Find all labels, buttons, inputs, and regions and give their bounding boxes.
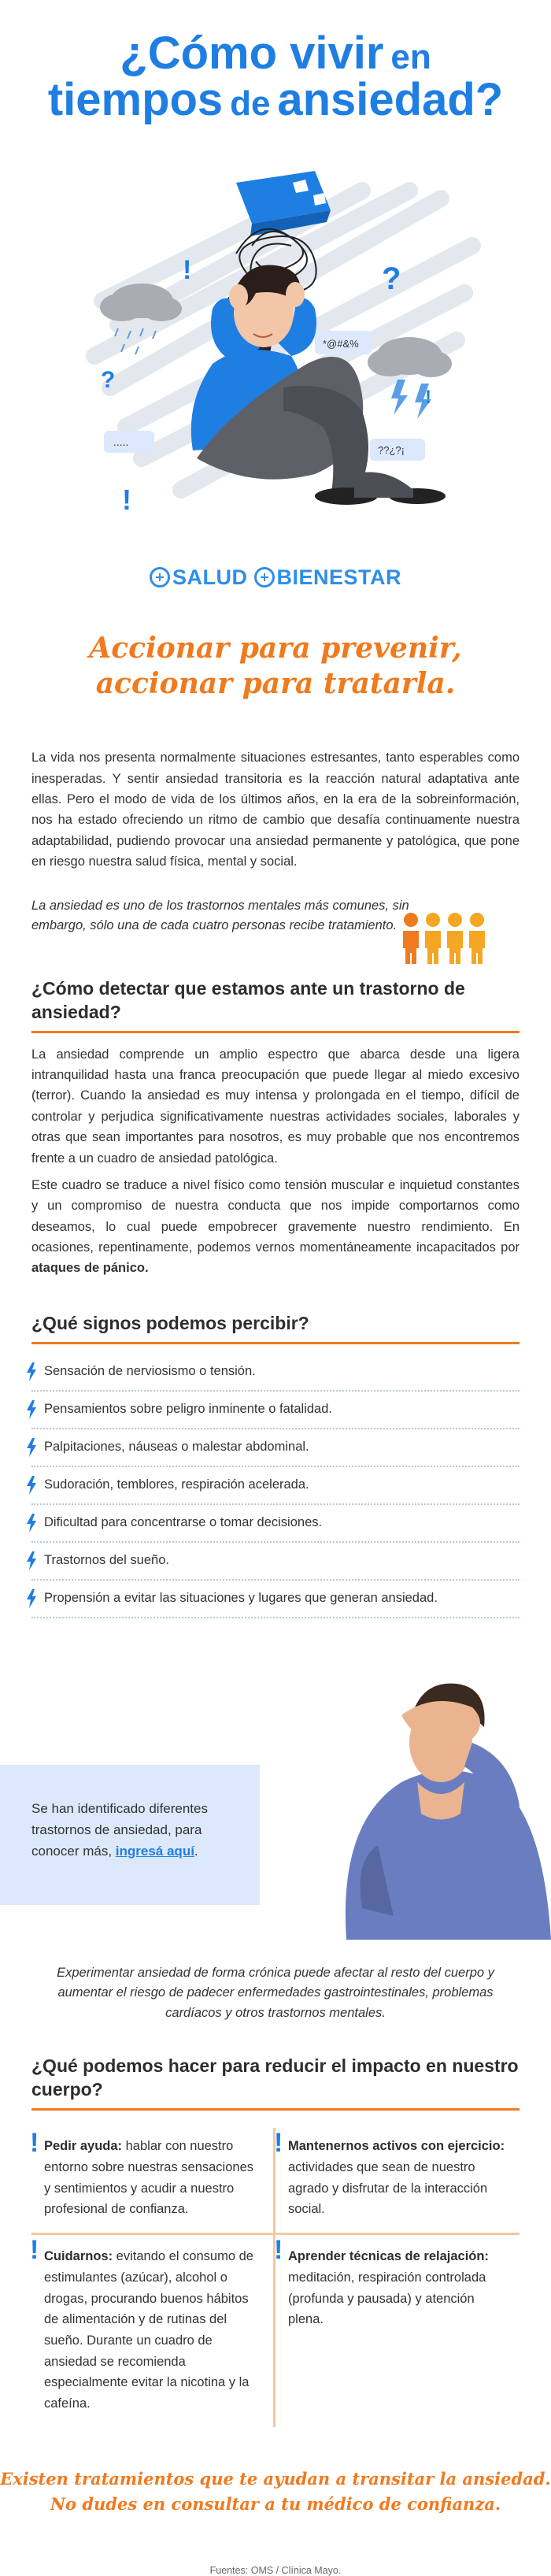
tip-text: actividades que sean de nuestro agrado y disfrutar de la interacción social. <box>288 2159 488 2217</box>
sign-text: Pensamientos sobre peligro inminente o fatalidad. <box>44 1402 332 1417</box>
speech-bubble-symbols <box>315 331 372 354</box>
info-box <box>0 1640 551 1940</box>
detect-paragraph: La ansiedad comprende un amplio espectro que abarca desde una ligera intranquilidad hasta una franca preocupación que puede llegar al miedo excesivo (terror). Cuando la ansiedad es muy intensa y prolongada en el tiempo, difícil de controlar y perjudica significativamente nuestras actividades sociales, laborales y otras que sean importantes para nosotros, es muy probable que nos encontremos frente a un cuadro de ansiedad patológica. <box>31 1047 520 1166</box>
tip-card <box>276 2235 520 2427</box>
stat-text: La ansiedad es uno de los trastornos mentales más comunes, sin embargo, sólo una de cada cuatro personas recibe tratamiento. <box>31 898 409 933</box>
tip-title: Aprender técnicas de relajación: <box>288 2249 489 2264</box>
tip-text: meditación, respiración controlada (profunda y pausada) y atención plena. <box>288 2270 486 2327</box>
brand-salud: SALUD <box>172 565 248 590</box>
sign-text: Palpitaciones, náuseas o malestar abdominal. <box>44 1440 309 1455</box>
hero-illustration <box>0 128 551 537</box>
detect-body <box>0 1044 551 1279</box>
section-title-signs: ¿Qué signos podemos percibir? <box>31 1312 520 1344</box>
lightning-icon <box>25 1476 38 1495</box>
tip-title: Cuidarnos: <box>44 2249 113 2264</box>
bubble-text: ..... <box>113 436 129 449</box>
sign-text: Sudoración, temblores, respiración acelerada. <box>44 1477 309 1492</box>
learn-more-link[interactable]: ingresá aquí <box>115 1844 194 1859</box>
closing-message <box>0 2467 551 2518</box>
exclamation-icon: ! <box>30 2128 39 2159</box>
sign-text: Trastornos del sueño. <box>44 1553 169 1568</box>
person-icon <box>425 913 441 964</box>
tip-text: evitando el consumo de estimulantes (azúcar), alcohol o drogas, procurando buenos hábitos de alimentación y de rutinas del sueño. Durante un cuadro de ansiedad se recomienda especialmente evitar la nicotina y la cafeína. <box>44 2249 253 2411</box>
sign-item <box>31 1429 520 1467</box>
question-icon: ? <box>382 261 401 297</box>
signs-list <box>31 1354 520 1618</box>
exclamation-icon: ! <box>122 484 131 517</box>
intro-paragraph: La vida nos presenta normalmente situaciones estresantes, tanto esperables como inesperadas. Y sentir ansiedad transitoria es la reacción natural adaptativa ante ellas. Pero el modo de vida de los últimos años, en la era de la sobreinformación, nos ha estado ofreciendo un ritmo de cambio que desafía continuamente nuestra adaptabilidad, pudiendo provocar una ansiedad permanente y patológica, que pone en riesgo nuestra salud física, mental y social. <box>31 751 520 869</box>
title-word: tiempos <box>47 74 224 126</box>
lightning-icon <box>25 1589 38 1608</box>
woman-figure <box>191 265 446 506</box>
closing-line: No dudes en consultar a tu médico de confianza. <box>50 2494 501 2515</box>
exclamation-icon: ! <box>425 387 431 409</box>
sign-text: Sensación de nerviosismo o tensión. <box>44 1364 256 1379</box>
exclamation-icon: ! <box>274 2235 283 2266</box>
quote-text: Experimentar ansiedad de forma crónica puede afectar al resto del cuerpo y aumentar el riesgo de padecer enfermedades gastrointestinales, problemas cardíacos y otros trastornos mentales. <box>57 1965 494 2020</box>
person-icon <box>447 913 463 964</box>
sign-item <box>31 1354 520 1392</box>
page-title <box>0 0 551 126</box>
stat-callout <box>0 896 551 936</box>
plus-circle-icon <box>150 567 170 587</box>
speech-bubble-dots <box>104 431 154 453</box>
sources-text: Fuentes: OMS / Clínica Mayo. <box>209 2564 342 2576</box>
anxious-woman-illustration <box>0 128 551 537</box>
exclamation-icon: ! <box>30 2235 39 2266</box>
tip-title: Mantenernos activos con ejercicio: <box>288 2139 505 2154</box>
bubble-text: ??¿?¡ <box>378 444 405 457</box>
lightning-icon <box>25 1514 38 1533</box>
slogan-line: Accionar para prevenir, <box>89 632 462 665</box>
title-word: en <box>390 38 431 76</box>
sign-text: Propensión a evitar las situaciones y lugares que generan ansiedad. <box>44 1591 438 1606</box>
sign-item <box>31 1581 520 1618</box>
sign-item <box>31 1543 520 1581</box>
slogan <box>0 631 551 702</box>
exclamation-icon: ! <box>274 2128 283 2159</box>
brand-bienestar: BIENESTAR <box>276 565 402 590</box>
title-word: de <box>230 84 271 124</box>
tip-text: hablar con nuestro entorno sobre nuestras sensaciones y sentimientos y acudir a nuestro profesional de confianza. <box>44 2139 253 2217</box>
title-word: ansiedad? <box>277 74 504 126</box>
lightning-icon <box>25 1400 38 1419</box>
sign-item <box>31 1505 520 1543</box>
salud-bienestar-logo <box>0 565 551 590</box>
lightning-icon <box>25 1551 38 1570</box>
closing-line: Existen tratamientos que te ayudan a transitar la ansiedad. <box>0 2468 551 2489</box>
speech-bubble-questions <box>370 439 425 461</box>
info-text <box>31 1798 244 1863</box>
info-panel <box>0 1765 260 1905</box>
tip-card <box>31 2128 276 2235</box>
person-icon <box>469 913 485 964</box>
info-label: Se han identificado diferentes trastornos de ansiedad, para conocer más, <box>31 1800 208 1859</box>
lightning-icon <box>25 1438 38 1457</box>
person-icon <box>403 913 419 964</box>
sign-text: Dificultad para concentrarse o tomar decisiones. <box>44 1515 323 1530</box>
title-word: ¿Cómo vivir <box>120 28 384 79</box>
bubble-text: *@#&% <box>323 338 359 350</box>
tip-card <box>276 2128 520 2235</box>
question-icon: ? <box>101 367 116 394</box>
lightning-icon <box>25 1362 38 1381</box>
tips-grid <box>31 2128 520 2427</box>
sign-item <box>31 1392 520 1429</box>
plus-circle-icon <box>254 567 275 587</box>
slogan-line: accionar para tratarla. <box>95 667 456 701</box>
exclamation-icon: ! <box>183 255 192 286</box>
detect-text: Este cuadro se traduce a nivel físico como tensión muscular e inquietud constantes y un compromiso de nuestra conducta que nos impide comportarnos como deseamos, lo cual puede empobrecer gravemente nuestro rendimiento. En ocasiones, repentinamente, podemos vernos momentáneamente incapacitados por <box>31 1177 520 1255</box>
section-title-reduce: ¿Qué podemos hacer para reducir el impacto en nuestro cuerpo? <box>31 2055 520 2111</box>
info-end: . <box>194 1844 198 1859</box>
people-icon <box>398 910 493 966</box>
panic-attacks-bold: ataques de pánico. <box>31 1261 149 1276</box>
tip-title: Pedir ayuda: <box>44 2139 123 2154</box>
sign-item <box>31 1467 520 1505</box>
tip-card <box>31 2235 276 2427</box>
detect-paragraph <box>31 1175 520 1279</box>
stressed-man-photo <box>299 1640 551 1940</box>
section-title-detect: ¿Cómo detectar que estamos ante un trastorno de ansiedad? <box>31 977 520 1033</box>
